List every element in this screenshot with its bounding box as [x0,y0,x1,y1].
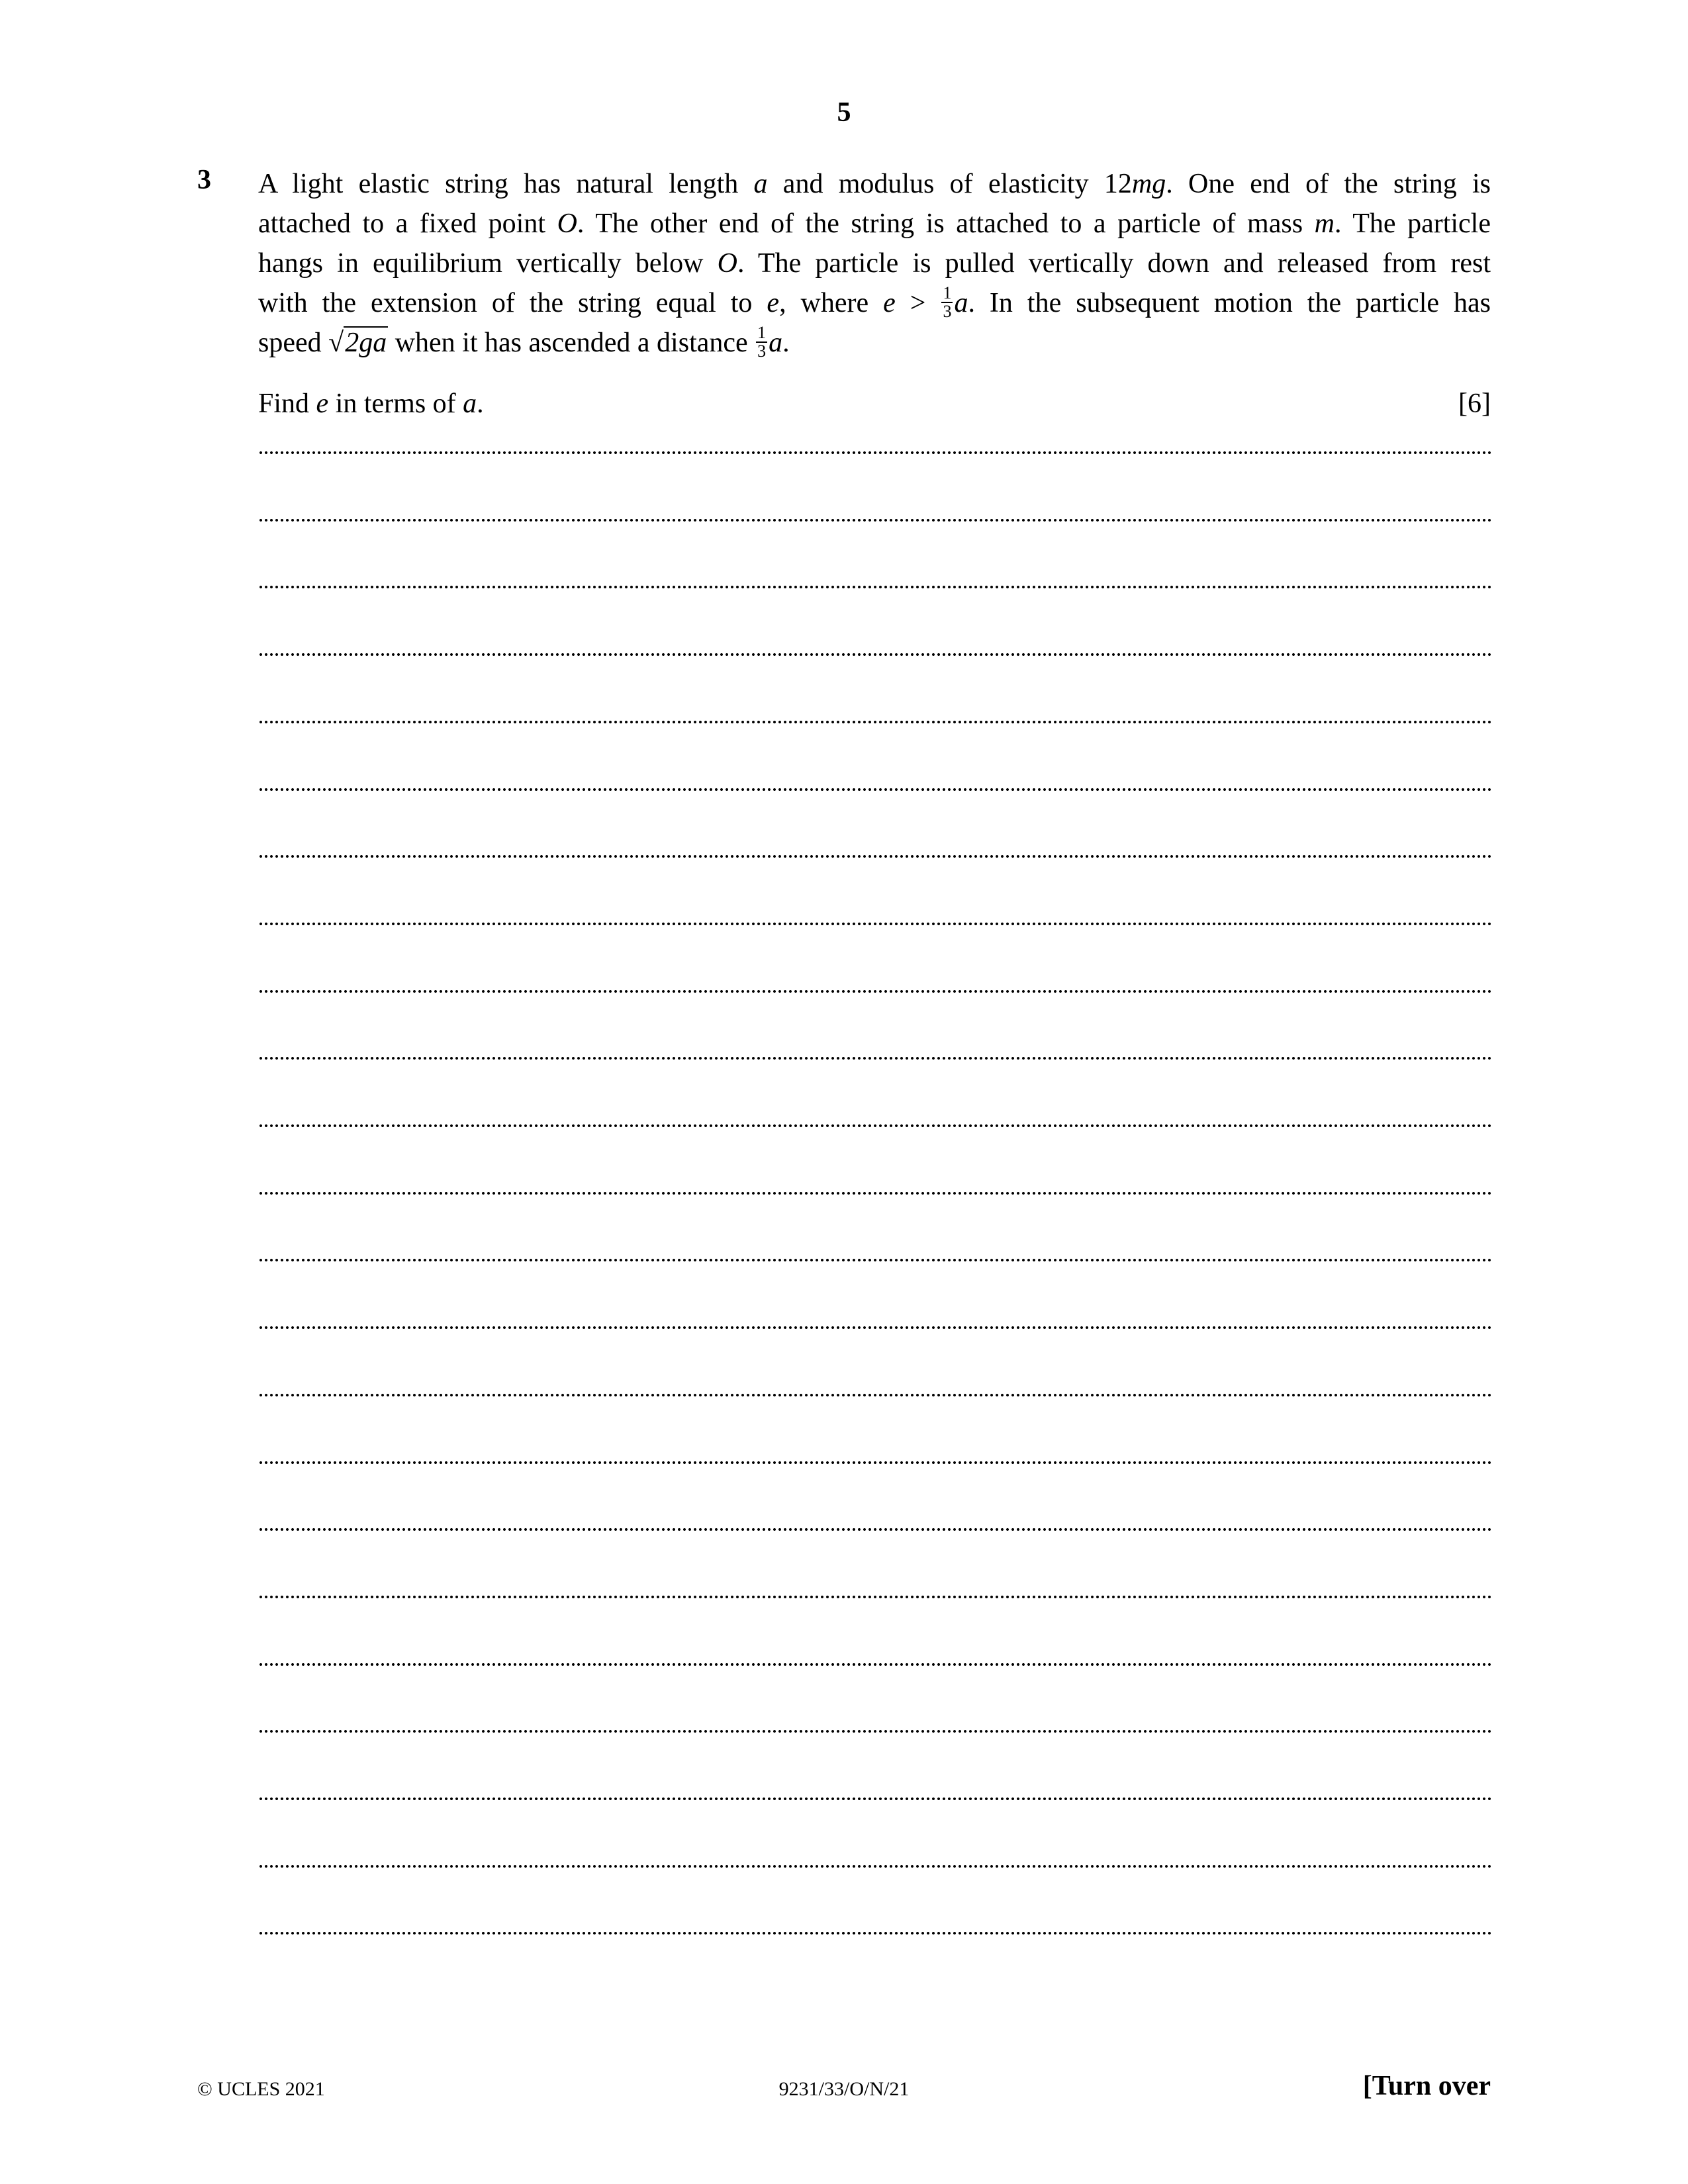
footer-turn-over: [Turn over [1362,2071,1491,2101]
question-text [258,164,1491,363]
answer-line[interactable] [258,1796,1491,1801]
answer-line[interactable] [258,787,1491,792]
answer-line[interactable] [258,1527,1491,1532]
answer-line[interactable] [258,1392,1491,1398]
square-root-expression: √2ga [328,328,387,358]
footer-copyright: © UCLES 2021 [197,2078,325,2100]
answer-line[interactable] [258,989,1491,994]
page-number: 5 [837,97,851,128]
answer-line[interactable] [258,1460,1491,1465]
answer-line[interactable] [258,1594,1491,1600]
question-line-3: hangs in equilibrium vertically below O. The particle is pulled vertically down and released from rest [258,248,1491,279]
answer-line[interactable] [258,1729,1491,1734]
answer-line[interactable] [258,1056,1491,1061]
question-line-4: with the extension of the string equal to e, where e > $\frac{1}{3}$ a. In the subsequent motion the particle has [258,283,1491,322]
fraction-one-third: $\frac{1}{3}$ [757,323,767,361]
question-line-1: A light elastic string has natural length a and modulus of elasticity 12mg. One end of the string is [258,169,1491,199]
answer-line[interactable] [258,450,1491,455]
answer-line[interactable] [258,1931,1491,1936]
answer-line[interactable] [258,854,1491,859]
answer-line[interactable] [258,1191,1491,1196]
answer-line[interactable] [258,518,1491,523]
fraction-one-third: $\frac{1}{3}$ [943,283,952,322]
question-number: 3 [197,165,211,195]
find-instruction [258,384,1491,424]
answer-line[interactable] [258,1864,1491,1869]
answer-line[interactable] [258,1325,1491,1330]
question-line-2: attached to a fixed point O. The other end of the string is attached to a particle of mass m. The particle [258,208,1491,239]
answer-line[interactable] [258,1123,1491,1128]
answer-line[interactable] [258,1662,1491,1667]
answer-line[interactable] [258,921,1491,927]
answer-line[interactable] [258,584,1491,590]
answer-line[interactable] [258,652,1491,657]
find-text: Find e in terms of a. [258,388,484,419]
marks-label: [6] [1458,388,1491,419]
answer-line[interactable] [258,1257,1491,1263]
footer-paper-code: 9231/33/O/N/21 [778,2078,910,2100]
answer-line[interactable] [258,719,1491,725]
question-line-5: speed √2ga when it has ascended a distance $\frac{1}{3}$ a. [258,323,1491,363]
